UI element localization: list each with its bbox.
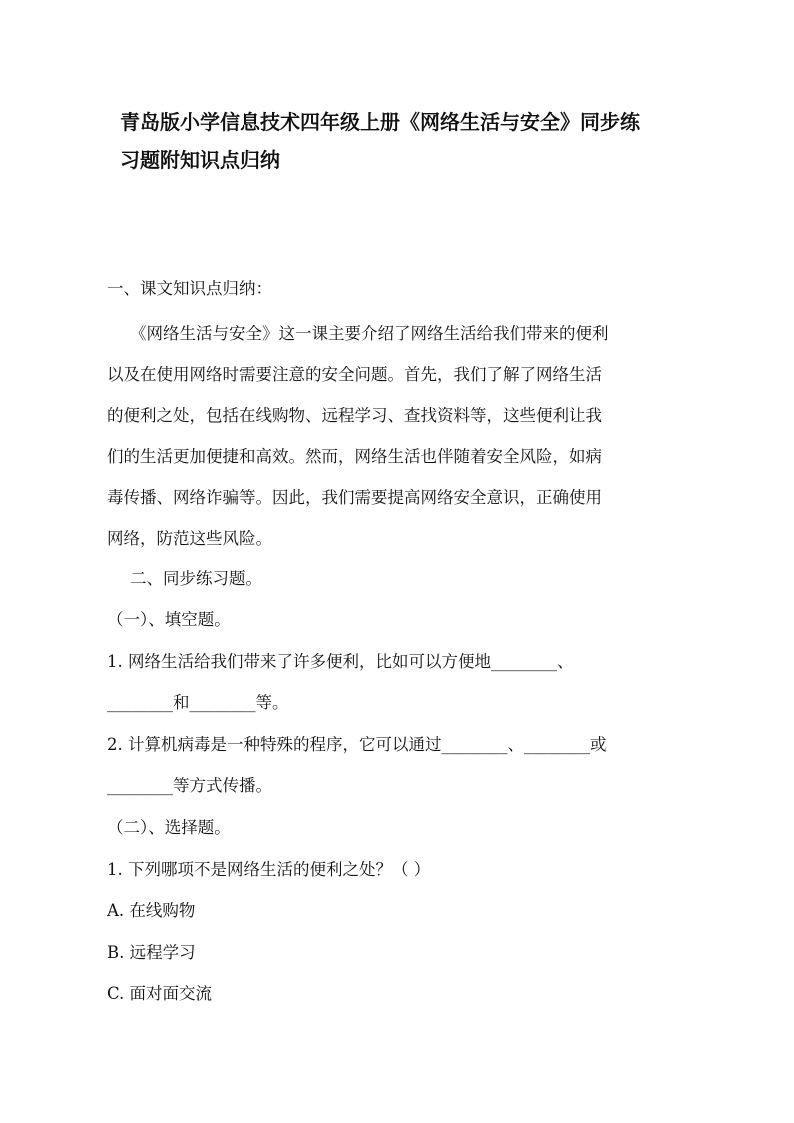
section-1-heading: 一、课文知识点归纳：: [107, 279, 272, 298]
fill-question-1-line-1: 1. 网络生活给我们带来了许多便利，比如可以方便地________、: [107, 652, 574, 671]
paragraph-line: 以及在使用网络时需要注意的安全问题。首先，我们了解了网络生活: [107, 365, 602, 384]
choice-question-1: 1. 下列哪项不是网络生活的便利之处？（ ）: [107, 860, 431, 879]
paragraph-line: 的便利之处，包括在线购物、远程学习、查找资料等，这些便利让我: [107, 406, 602, 425]
choice-heading: （二）、选择题。: [107, 818, 231, 837]
choice-option-a: A. 在线购物: [107, 901, 196, 920]
paragraph-line: 们的生活更加便捷和高效。然而，网络生活也伴随着安全风险，如病: [107, 447, 602, 466]
paragraph-line: 《网络生活与安全》这一课主要介绍了网络生活给我们带来的便利: [130, 324, 609, 343]
section-1-paragraph: [107, 313, 687, 559]
choice-option-c: C. 面对面交流: [107, 984, 213, 1003]
fill-in-heading: （一）、填空题。: [107, 610, 231, 629]
fill-question-1-line-2: ________和________等。: [107, 693, 289, 712]
choice-option-b: B. 远程学习: [107, 943, 196, 962]
paragraph-line: 毒传播、网络诈骗等。因此，我们需要提高网络安全意识，正确使用: [107, 488, 602, 507]
section-2-heading: 二、同步练习题。: [130, 569, 262, 588]
title-line-2: 习题附知识点归纳: [120, 148, 280, 172]
fill-question-2-line-2: ________等方式传播。: [107, 776, 272, 795]
title-line-1: 青岛版小学信息技术四年级上册《网络生活与安全》同步练: [120, 110, 640, 134]
fill-question-2-line-1: 2. 计算机病毒是一种特殊的程序，它可以通过________、________或: [107, 735, 607, 754]
document-title: [120, 103, 680, 179]
paragraph-line: 网络，防范这些风险。: [107, 529, 272, 548]
